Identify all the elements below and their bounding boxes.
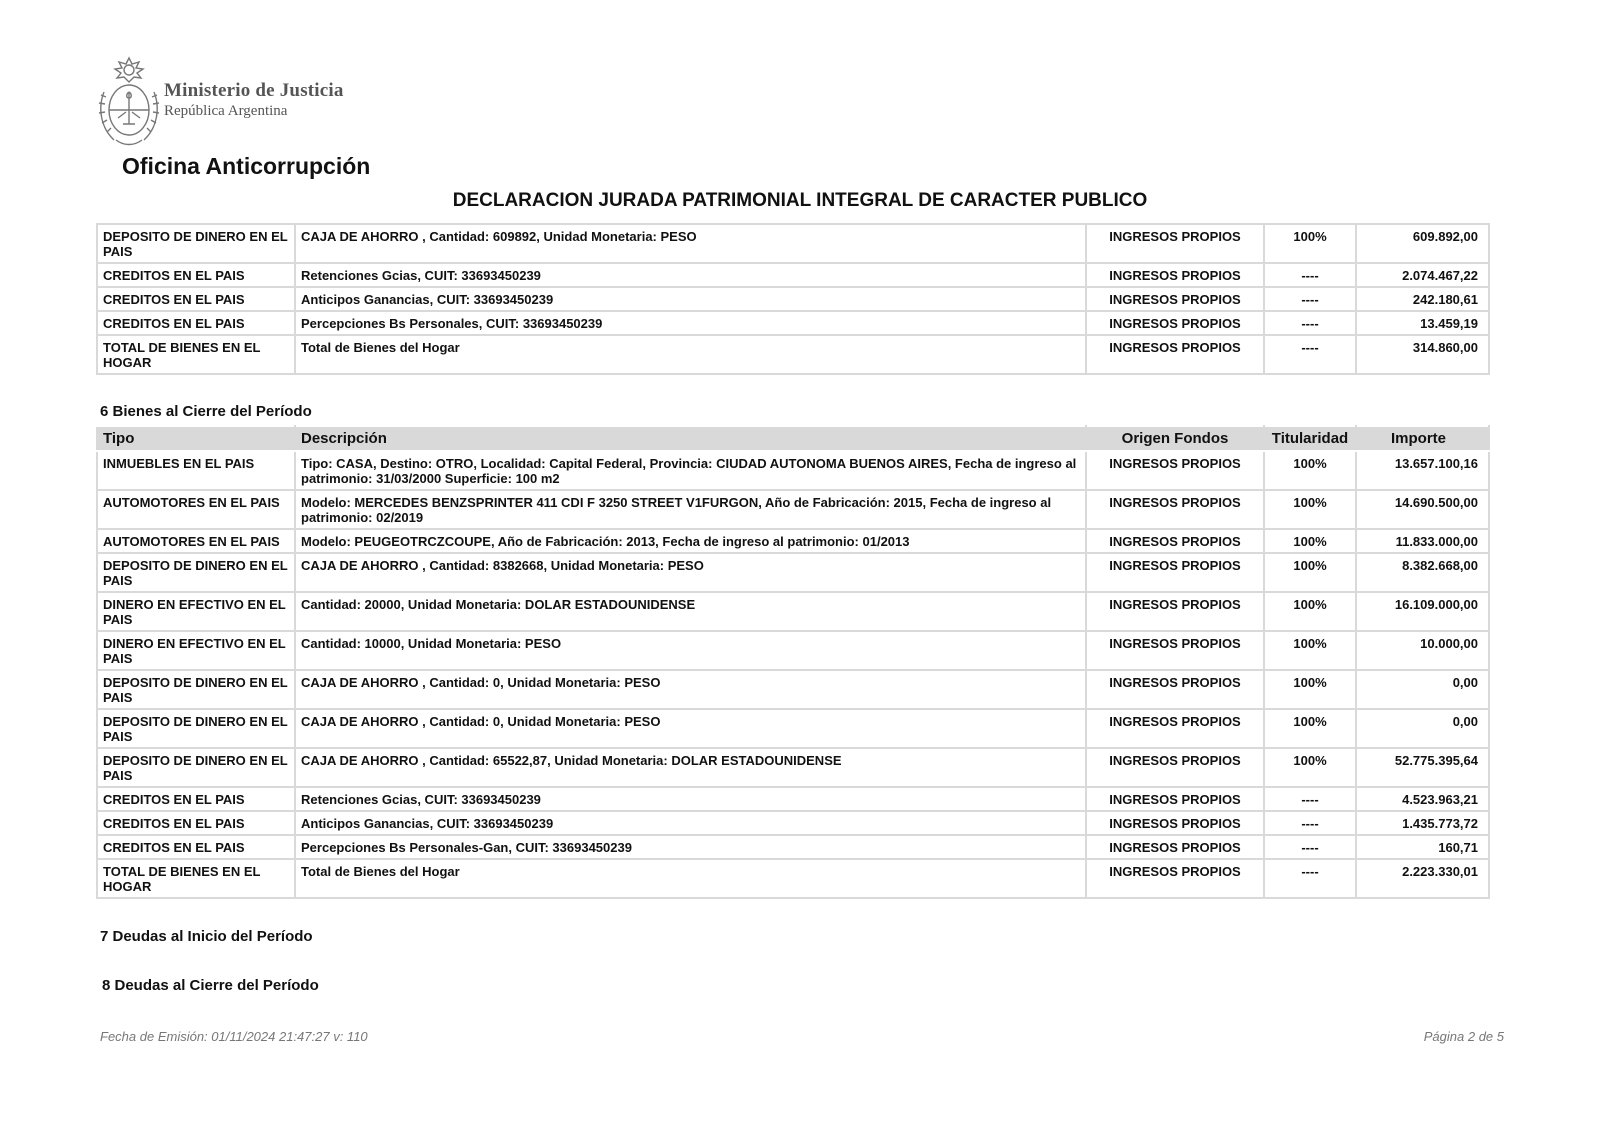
col-header-tipo: Tipo <box>97 426 295 451</box>
cell-descripcion: Anticipos Ganancias, CUIT: 33693450239 <box>295 287 1086 311</box>
cell-origen: INGRESOS PROPIOS <box>1086 287 1264 311</box>
cell-origen: INGRESOS PROPIOS <box>1086 529 1264 553</box>
section-8-title: 8 Deudas al Cierre del Período <box>102 977 319 994</box>
cell-titularidad: ---- <box>1264 335 1356 374</box>
section-6-title: 6 Bienes al Cierre del Período <box>100 403 312 420</box>
table-row <box>97 490 1489 529</box>
table-row <box>97 553 1489 592</box>
cell-titularidad: 100% <box>1264 529 1356 553</box>
cell-origen: INGRESOS PROPIOS <box>1086 835 1264 859</box>
emission-date: Fecha de Emisión: 01/11/2024 21:47:27 v: 110 <box>100 1029 368 1044</box>
cell-descripcion: Modelo: MERCEDES BENZSPRINTER 411 CDI F 3250 STREET V1FURGON, Año de Fabricación: 2015, Fecha de ingreso al patrimonio: 02/2019 <box>295 490 1086 529</box>
table-row <box>97 287 1489 311</box>
cell-titularidad: 100% <box>1264 748 1356 787</box>
cell-tipo: CREDITOS EN EL PAIS <box>97 811 295 835</box>
cell-tipo: DEPOSITO DE DINERO EN EL PAIS <box>97 709 295 748</box>
cell-titularidad: ---- <box>1264 787 1356 811</box>
cell-origen: INGRESOS PROPIOS <box>1086 811 1264 835</box>
cell-tipo: DINERO EN EFECTIVO EN EL PAIS <box>97 592 295 631</box>
document-title: DECLARACION JURADA PATRIMONIAL INTEGRAL DE CARACTER PUBLICO <box>452 190 1148 211</box>
assets-table-continued <box>96 223 1490 375</box>
table-row <box>97 787 1489 811</box>
cell-importe: 0,00 <box>1356 670 1489 709</box>
cell-descripcion: Retenciones Gcias, CUIT: 33693450239 <box>295 263 1086 287</box>
table-row <box>97 311 1489 335</box>
cell-origen: INGRESOS PROPIOS <box>1086 748 1264 787</box>
cell-titularidad: 100% <box>1264 631 1356 670</box>
cell-origen: INGRESOS PROPIOS <box>1086 335 1264 374</box>
cell-tipo: AUTOMOTORES EN EL PAIS <box>97 490 295 529</box>
cell-tipo: TOTAL DE BIENES EN EL HOGAR <box>97 335 295 374</box>
cell-tipo: DEPOSITO DE DINERO EN EL PAIS <box>97 224 295 263</box>
cell-descripcion: Percepciones Bs Personales-Gan, CUIT: 33693450239 <box>295 835 1086 859</box>
assets-closing-table <box>96 425 1490 899</box>
cell-origen: INGRESOS PROPIOS <box>1086 263 1264 287</box>
cell-importe: 14.690.500,00 <box>1356 490 1489 529</box>
cell-titularidad: ---- <box>1264 263 1356 287</box>
cell-tipo: DINERO EN EFECTIVO EN EL PAIS <box>97 631 295 670</box>
table-row <box>97 709 1489 748</box>
cell-titularidad: ---- <box>1264 811 1356 835</box>
cell-origen: INGRESOS PROPIOS <box>1086 631 1264 670</box>
cell-importe: 52.775.395,64 <box>1356 748 1489 787</box>
cell-importe: 13.657.100,16 <box>1356 451 1489 490</box>
cell-descripcion: Retenciones Gcias, CUIT: 33693450239 <box>295 787 1086 811</box>
country-name: República Argentina <box>164 103 288 119</box>
cell-tipo: CREDITOS EN EL PAIS <box>97 311 295 335</box>
cell-origen: INGRESOS PROPIOS <box>1086 553 1264 592</box>
cell-descripcion: CAJA DE AHORRO , Cantidad: 8382668, Unidad Monetaria: PESO <box>295 553 1086 592</box>
cell-importe: 8.382.668,00 <box>1356 553 1489 592</box>
cell-tipo: DEPOSITO DE DINERO EN EL PAIS <box>97 670 295 709</box>
cell-importe: 16.109.000,00 <box>1356 592 1489 631</box>
cell-importe: 2.074.467,22 <box>1356 263 1489 287</box>
cell-titularidad: ---- <box>1264 859 1356 898</box>
cell-descripcion: CAJA DE AHORRO , Cantidad: 65522,87, Unidad Monetaria: DOLAR ESTADOUNIDENSE <box>295 748 1086 787</box>
cell-importe: 13.459,19 <box>1356 311 1489 335</box>
table-row <box>97 670 1489 709</box>
cell-titularidad: ---- <box>1264 311 1356 335</box>
cell-importe: 160,71 <box>1356 835 1489 859</box>
cell-descripcion: CAJA DE AHORRO , Cantidad: 0, Unidad Monetaria: PESO <box>295 709 1086 748</box>
col-header-importe: Importe <box>1356 426 1489 451</box>
cell-importe: 1.435.773,72 <box>1356 811 1489 835</box>
cell-importe: 2.223.330,01 <box>1356 859 1489 898</box>
cell-origen: INGRESOS PROPIOS <box>1086 451 1264 490</box>
table-header-row <box>97 426 1489 451</box>
cell-descripcion: Total de Bienes del Hogar <box>295 335 1086 374</box>
cell-titularidad: 100% <box>1264 709 1356 748</box>
cell-descripcion: Percepciones Bs Personales, CUIT: 33693450239 <box>295 311 1086 335</box>
col-header-titularidad: Titularidad <box>1264 426 1356 451</box>
table-row <box>97 224 1489 263</box>
cell-titularidad: 100% <box>1264 592 1356 631</box>
table-row <box>97 631 1489 670</box>
col-header-descripcion: Descripción <box>295 426 1086 451</box>
cell-importe: 4.523.963,21 <box>1356 787 1489 811</box>
cell-importe: 242.180,61 <box>1356 287 1489 311</box>
cell-descripcion: Cantidad: 20000, Unidad Monetaria: DOLAR ESTADOUNIDENSE <box>295 592 1086 631</box>
cell-origen: INGRESOS PROPIOS <box>1086 670 1264 709</box>
cell-titularidad: 100% <box>1264 490 1356 529</box>
cell-titularidad: 100% <box>1264 451 1356 490</box>
cell-tipo: DEPOSITO DE DINERO EN EL PAIS <box>97 748 295 787</box>
cell-origen: INGRESOS PROPIOS <box>1086 859 1264 898</box>
cell-tipo: CREDITOS EN EL PAIS <box>97 835 295 859</box>
cell-importe: 314.860,00 <box>1356 335 1489 374</box>
table-row <box>97 748 1489 787</box>
cell-titularidad: 100% <box>1264 224 1356 263</box>
cell-titularidad: 100% <box>1264 670 1356 709</box>
cell-importe: 0,00 <box>1356 709 1489 748</box>
cell-tipo: CREDITOS EN EL PAIS <box>97 787 295 811</box>
ministry-name: Ministerio de Justicia <box>164 80 344 101</box>
table-row <box>97 859 1489 898</box>
cell-descripcion: CAJA DE AHORRO , Cantidad: 609892, Unidad Monetaria: PESO <box>295 224 1086 263</box>
cell-tipo: AUTOMOTORES EN EL PAIS <box>97 529 295 553</box>
cell-origen: INGRESOS PROPIOS <box>1086 709 1264 748</box>
table-row <box>97 263 1489 287</box>
cell-titularidad: ---- <box>1264 287 1356 311</box>
page-number: Página 2 de 5 <box>1423 1029 1504 1044</box>
cell-importe: 10.000,00 <box>1356 631 1489 670</box>
cell-descripcion: Cantidad: 10000, Unidad Monetaria: PESO <box>295 631 1086 670</box>
cell-titularidad: 100% <box>1264 553 1356 592</box>
cell-origen: INGRESOS PROPIOS <box>1086 311 1264 335</box>
cell-titularidad: ---- <box>1264 835 1356 859</box>
cell-importe: 609.892,00 <box>1356 224 1489 263</box>
ministry-logo <box>96 52 344 148</box>
col-header-origen: Origen Fondos <box>1086 426 1264 451</box>
cell-origen: INGRESOS PROPIOS <box>1086 490 1264 529</box>
cell-tipo: DEPOSITO DE DINERO EN EL PAIS <box>97 553 295 592</box>
table-row <box>97 335 1489 374</box>
national-coat-of-arms-icon <box>96 52 162 148</box>
cell-origen: INGRESOS PROPIOS <box>1086 592 1264 631</box>
cell-origen: INGRESOS PROPIOS <box>1086 224 1264 263</box>
table-row <box>97 592 1489 631</box>
table-row <box>97 451 1489 490</box>
cell-origen: INGRESOS PROPIOS <box>1086 787 1264 811</box>
cell-descripcion: Tipo: CASA, Destino: OTRO, Localidad: Capital Federal, Provincia: CIUDAD AUTONOMA BUENOS AIRES, Fecha de ingreso al patrimonio: 31/03/2000 Superficie: 100 m2 <box>295 451 1086 490</box>
section-7-title: 7 Deudas al Inicio del Período <box>100 928 313 945</box>
cell-tipo: TOTAL DE BIENES EN EL HOGAR <box>97 859 295 898</box>
cell-descripcion: CAJA DE AHORRO , Cantidad: 0, Unidad Monetaria: PESO <box>295 670 1086 709</box>
table-row <box>97 835 1489 859</box>
cell-descripcion: Total de Bienes del Hogar <box>295 859 1086 898</box>
cell-tipo: INMUEBLES EN EL PAIS <box>97 451 295 490</box>
cell-tipo: CREDITOS EN EL PAIS <box>97 263 295 287</box>
office-title: Oficina Anticorrupción <box>122 153 371 179</box>
cell-descripcion: Anticipos Ganancias, CUIT: 33693450239 <box>295 811 1086 835</box>
cell-importe: 11.833.000,00 <box>1356 529 1489 553</box>
cell-descripcion: Modelo: PEUGEOTRCZCOUPE, Año de Fabricación: 2013, Fecha de ingreso al patrimonio: 01/2013 <box>295 529 1086 553</box>
letterhead <box>96 52 344 148</box>
table-row <box>97 529 1489 553</box>
table-row <box>97 811 1489 835</box>
cell-tipo: CREDITOS EN EL PAIS <box>97 287 295 311</box>
